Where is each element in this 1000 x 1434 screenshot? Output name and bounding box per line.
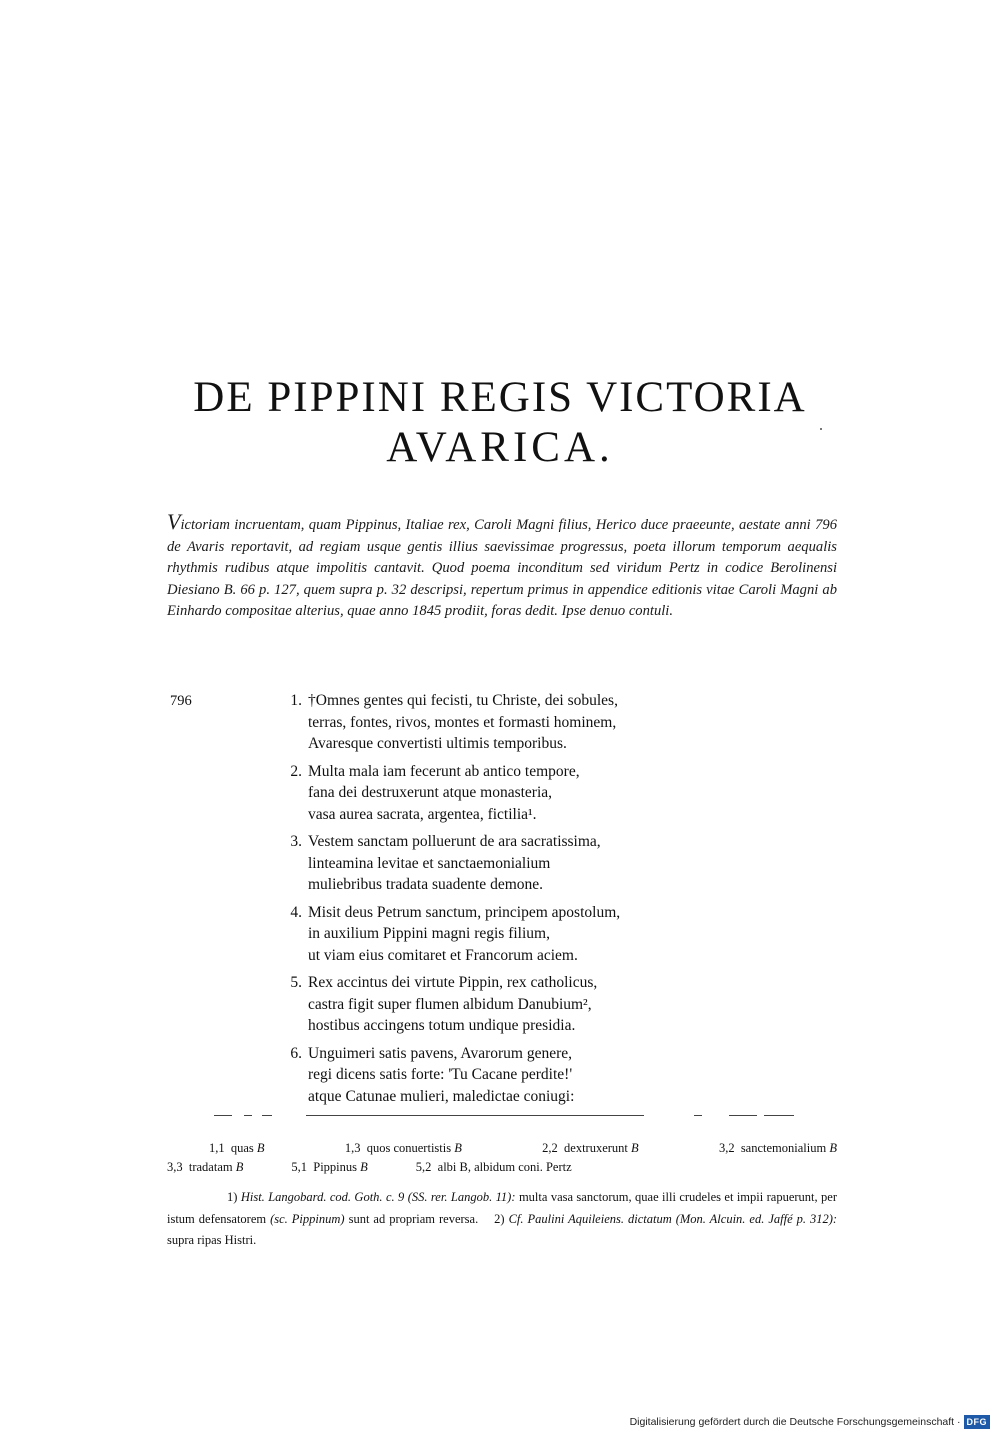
verse-line: regi dicens satis forte: 'Tu Cacane perdite!' (308, 1066, 573, 1083)
verse-line: hostibus accingens totum undique presidia. (308, 1017, 576, 1034)
verse-line: Avaresque convertisti ultimis temporibus. (308, 735, 567, 752)
stanza-number: 3. (290, 833, 302, 850)
variant-entry: 2,2 dextruxerunt B (542, 1141, 639, 1155)
variant-entry: 1,1 quas B (209, 1141, 265, 1155)
stanza (280, 831, 760, 896)
stanza (280, 902, 760, 967)
verse-line: Vestem sanctam polluerunt de ara sacratissima, (308, 833, 601, 850)
verse-line: muliebribus tradata suadente demone. (308, 876, 544, 893)
stanza (280, 690, 760, 755)
variant-readings (167, 1139, 837, 1177)
stanza-number: 5. (290, 974, 302, 991)
verse-line: atque Catunae mulieri, maledictae coniugi: (308, 1087, 575, 1105)
intro-text: ictoriam incruentam, quam Pippinus, Italiae rex, Caroli Magni filius, Herico duce praeeunte, aestate anni 796 de Avaris reportavit, ad regiam usque gentis illius saevissimae progressus, poeta illorum temporum aequalis rhythmis rudibus atque impolitis cantavit. Quod poema inconditum sed viridum Pertz in codice Berolinensi Diesiano B. 66 p. 127, quem supra p. 32 descripsi, repertum primus in appendice editionis vitae Caroli Magni ab Einhardo compositae alterius, quae anno 1845 prodiit, foras dedit. Ipse denuo contuli. (167, 517, 837, 620)
page-title-line-1: DE PIPPINI REGIS VICTORIA (193, 374, 807, 421)
rule-dash (764, 1115, 794, 1116)
verse-line: fana dei destruxerunt atque monasteria, (308, 784, 553, 801)
verse-line: †Omnes gentes qui fecisti, tu Christe, dei sobules, (308, 692, 618, 709)
verse-line: castra figit super flumen albidum Danubium², (308, 995, 592, 1013)
stanza-number: 6. (290, 1044, 302, 1062)
footnote-separator (214, 1115, 794, 1119)
verse-line: ut viam eius comitaret et Francorum aciem. (308, 946, 578, 964)
verse-line: vasa aurea sacrata, argentea, fictilia¹. (308, 805, 537, 823)
stanza-number: 2. (290, 762, 302, 780)
intro-paragraph (167, 511, 837, 623)
rule-dash (729, 1115, 757, 1116)
funding-text: Digitalisierung gefördert durch die Deutsche Forschungsgemeinschaft · (629, 1416, 961, 1428)
verse-line: Rex accintus dei virtute Pippin, rex catholicus, (308, 974, 598, 991)
poem (280, 690, 760, 1113)
footnotes (167, 1187, 837, 1252)
rule-dash (244, 1115, 252, 1116)
rule-main (306, 1115, 644, 1116)
stanza (280, 761, 760, 826)
variant-entry: 3,3 tradatam B (167, 1160, 244, 1174)
rule-dash (694, 1115, 702, 1116)
variant-entry: 5,2 albi B, albidum coni. Pertz (415, 1160, 572, 1174)
scan-speck (820, 428, 822, 430)
verse-line: linteamina levitae et sanctaemonialium (308, 854, 551, 872)
rule-dash (262, 1115, 272, 1116)
verse-line: terras, fontes, rivos, montes et formasti hominem, (308, 713, 617, 731)
verse-line: Misit deus Petrum sanctum, principem apostolum, (308, 903, 621, 921)
rule-dash (214, 1115, 232, 1116)
variant-row (167, 1139, 837, 1158)
stanza (280, 972, 760, 1037)
variant-row (167, 1158, 837, 1177)
variant-entry: 1,3 quos conuertistis B (344, 1141, 462, 1155)
page-title-line-2: AVARICA. (386, 424, 614, 471)
stanza (280, 1043, 760, 1108)
verse-line: Multa mala iam fecerunt ab antico tempore, (308, 762, 580, 780)
intro-dropcap: V (167, 509, 181, 534)
footnote: 1) Hist. Langobard. cod. Goth. c. 9 (SS. rer. Langob. 11): multa vasa sanctorum, quae illi crudeles et impii rapuerunt, per istum defensatorem (sc. Pippinum) sunt ad propriam reversa. 2) Cf. Paulini Aquileiens. dictatum (Mon. Alcuin. ed. Jaffé p. 312): supra ripas Histri. (167, 1190, 838, 1247)
funding-notice (630, 1415, 990, 1429)
verse-line: Unguimeri satis pavens, Avarorum genere, (308, 1044, 572, 1062)
margin-year: 796 (170, 693, 192, 709)
verse-line: in auxilium Pippini magni regis filium, (308, 925, 550, 942)
stanza-number: 1. (290, 692, 302, 709)
variant-entry: 3,2 sanctemonialium B (718, 1141, 837, 1155)
stanza-number: 4. (290, 903, 302, 921)
variant-entry: 5,1 Pippinus B (291, 1160, 368, 1174)
dfg-logo-icon: DFG (964, 1415, 991, 1429)
